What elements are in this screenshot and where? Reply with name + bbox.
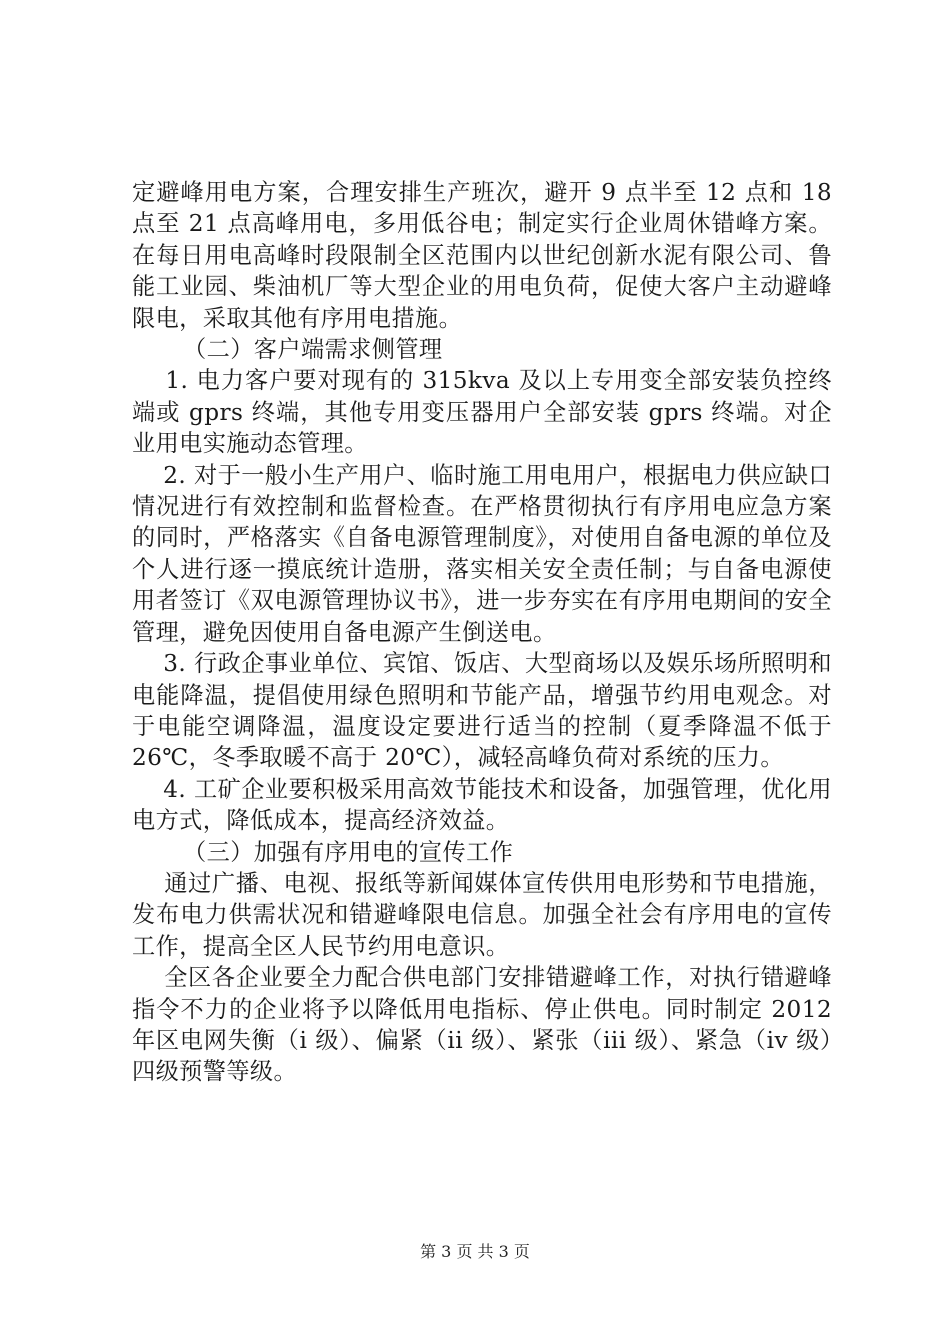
section-heading-demand-side: （二）客户端需求侧管理: [183, 336, 443, 364]
section-heading-publicity: （三）加强有序用电的宣传工作: [183, 838, 514, 866]
paragraph-warning-levels: 全区各企业要全力配合供电部门安排错避峰工作，对执行错避峰指令不力的企业将予以降低用电指标、停止供电。同时制定 2012 年区电网失衡（i 级）、偏紧（ii 级）、紧张（iii 级）、紧急（iv 级）四级预警等级。: [132, 964, 840, 1086]
paragraph-peak-avoidance: 定避峰用电方案，合理安排生产班次，避开 9 点半至 12 点和 18 点至 21 点高峰用电，多用低谷电；制定实行企业周休错峰方案。在每日用电高峰时段限制全区范围内以世纪创新水泥有限公司、鲁能工业园、柴油机厂等大型企业的用电负荷，促使大客户主动避峰限电，采取其他有序用电措施。: [132, 179, 840, 332]
document-body: [132, 177, 840, 1088]
paragraph-item-2: 2. 对于一般小生产用户、临时施工用电用户，根据电力供应缺口情况进行有效控制和监督检查。在严格贯彻执行有序用电应急方案的同时，严格落实《自备电源管理制度》，对使用自备电源的单位及个人进行逐一摸底统计造册，落实相关安全责任制；与自备电源使用者签订《双电源管理协议书》，进一步夯实在有序用电期间的安全管理，避免因使用自备电源产生倒送电。: [132, 461, 832, 646]
paragraph-item-4: 4. 工矿企业要积极采用高效节能技术和设备，加强管理，优化用电方式，降低成本，提高经济效益。: [132, 775, 832, 835]
paragraph-item-1: 1. 电力客户要对现有的 315kva 及以上专用变全部安装负控终端或 gprs 终端，其他专用变压器用户全部安装 gprs 终端。对企业用电实施动态管理。: [132, 367, 832, 458]
paragraph-publicity: 通过广播、电视、报纸等新闻媒体宣传供用电形势和节电措施，发布电力供需状况和错避峰限电信息。加强全社会有序用电的宣传工作，提高全区人民节约用电意识。: [132, 869, 832, 960]
paragraph-item-3: 3. 行政企事业单位、宾馆、饭店、大型商场以及娱乐场所照明和电能降温，提倡使用绿色照明和节能产品，增强节约用电观念。对于电能空调降温，温度设定要进行适当的控制（夏季降温不低于 26℃，冬季取暖不高于 20℃），减轻高峰负荷对系统的压力。: [132, 650, 840, 772]
page-number-footer: 第 3 页 共 3 页: [420, 1242, 530, 1261]
